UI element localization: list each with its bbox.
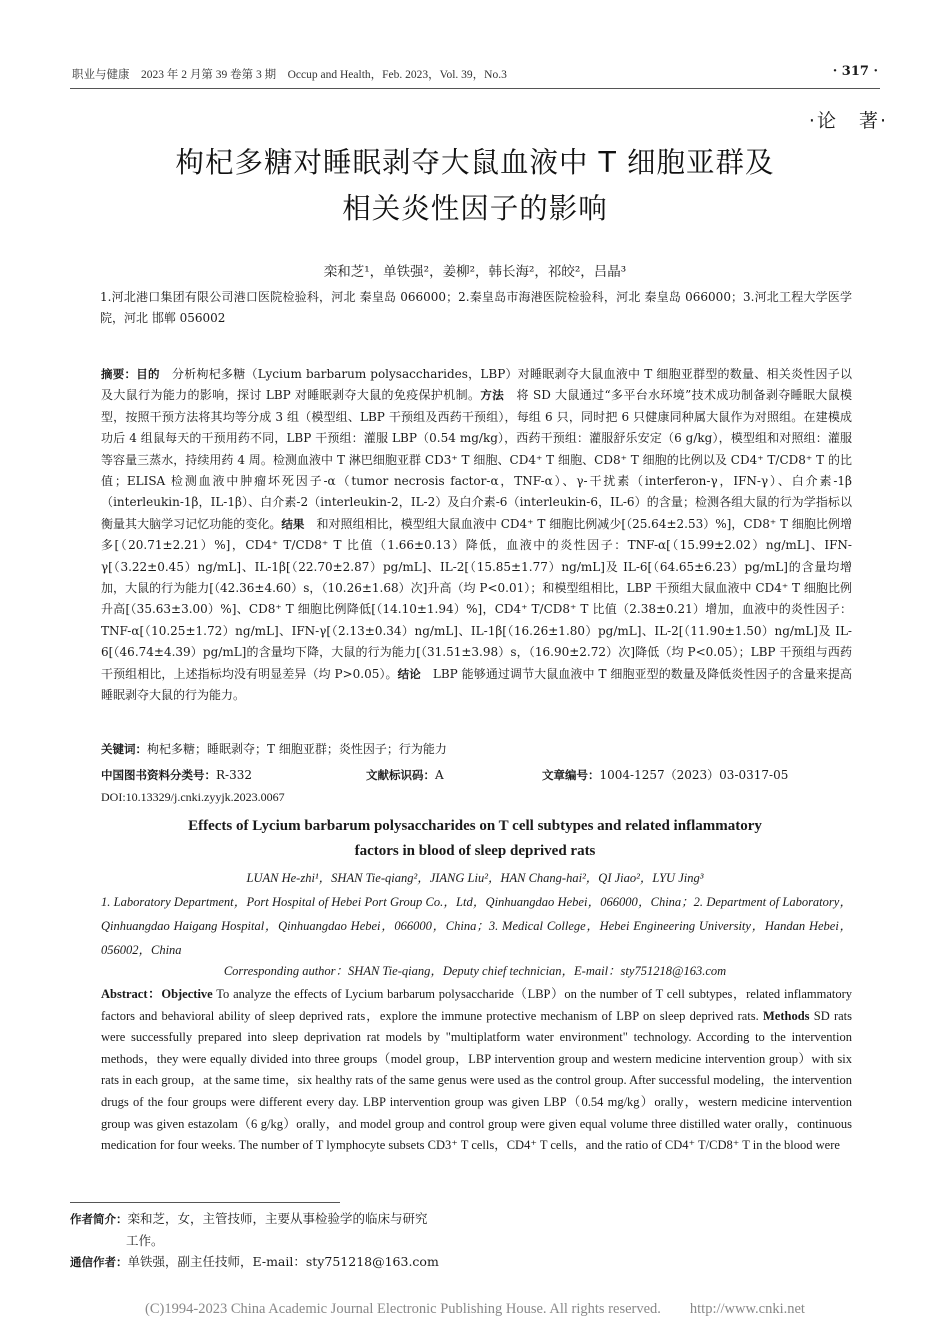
english-objective-label: Objective bbox=[161, 987, 213, 1001]
footnote bbox=[70, 1208, 490, 1273]
abstract-cn bbox=[101, 364, 852, 707]
keywords bbox=[101, 740, 852, 757]
title-line-2: 相关炎性因子的影响 bbox=[342, 192, 608, 225]
author-intro-text: 栾和芝，女，主管技师，主要从事检验学的临床与研究 bbox=[127, 1211, 428, 1226]
affiliations: 1.河北港口集团有限公司港口医院检验科，河北 秦皇岛 066000；2.秦皇岛市海港医院检验科，河北 秦皇岛 066000；3.河北工程大学医学院，河北 邯郸 056002 bbox=[100, 290, 852, 325]
running-header: 职业与健康 2023 年 2 月第 39 卷第 3 期 Occup and Health，Feb. 2023，Vol. 39，No.3 bbox=[72, 69, 507, 81]
author-list: 栾和芝¹，单铁强²，姜柳²，韩长海²，祁皎²，吕晶³ bbox=[323, 264, 627, 280]
title-line-1: 枸杞多糖对睡眠剥夺大鼠血液中 T 细胞亚群及 bbox=[175, 146, 775, 179]
abstract-conclusion: LBP 能够通过调节大鼠血液中 T 细胞亚型的数量及降低炎性因子的含量来提高睡眠剥夺大鼠的行为能力。 bbox=[101, 666, 852, 703]
english-objective: To analyze the effects of Lycium barbarum polysaccharide（LBP）on the number of T cell subtypes，related inflammatory factors and behavioral ability of sleep deprived rats，explore the immune protective mechanism of LBP on sleep deprived rats. bbox=[101, 987, 853, 1023]
english-title-line-1: Effects of Lycium barbarum polysaccharides on T cell subtypes and related inflammatory bbox=[188, 818, 762, 834]
author-intro-continued: 工作。 bbox=[126, 1233, 164, 1248]
doc-code-value: A bbox=[435, 768, 444, 782]
abstract-conclusion-label: 结论 bbox=[397, 666, 421, 681]
english-abstract-label: Abstract： bbox=[101, 987, 162, 1001]
english-abstract bbox=[101, 984, 852, 1157]
clc-label: 中国图书资料分类号： bbox=[101, 768, 216, 782]
english-affiliations: 1. Laboratory Department，Port Hospital of Hebei Port Group Co.，Ltd，Qinhuangdao Hebei，066000，China；2. Department of Laboratory，Qinhuangdao Haigang Hospital，Qinhuangdao Hebei，066000，China；3. Medical College，Hebei Engineering University，Handan Hebei，056002，China bbox=[101, 895, 852, 957]
english-authors: LUAN He-zhi¹，SHAN Tie-qiang²，JIANG Liu²，HAN Chang-hai²，QI Jiao²，LYU Jing³ bbox=[246, 871, 704, 885]
classification-row bbox=[101, 766, 788, 783]
abstract-results: 和对照组相比，模型组大鼠血液中 CD4⁺ T 细胞比例减少[（25.64±2.53）%]，CD8⁺ T 细胞比例增多[（20.71±2.21）%]，CD4⁺ T/CD8⁺ T 比值（1.66±0.13）降低，血液中的炎性因子：TNF-α[（15.99±2.02）ng/mL]、IFN-γ[（3.22±0.45）ng/mL]、IL-1β[（22.70±2.87）pg/mL]、IL-2[（15.85±1.77）ng/mL]及 IL-6[（64.65±6.23）pg/mL]的含量均增加，大鼠的行为能力[（42.36±4.60）s，（10.26±1.68）次]升高（均 P<0.01）；和模型组相比，LBP 干预组大鼠血液中 CD4⁺ T 细胞比例升高[（35.63±3.00）%]、CD8⁺ T 细胞比例降低[（14.10±1.94）%]，CD4⁺ T/CD8⁺ T 比值（2.38±0.21）增加，血液中的炎性因子：TNF-α[（10.25±1.72）ng/mL]、IFN-γ[（2.13±0.34）ng/mL]、IL-1β[（16.26±1.80）pg/mL]、IL-2[（11.90±1.50）ng/mL]及 IL-6[（46.74±4.39）pg/mL]的含量均下降，大鼠的行为能力[（31.51±3.98）s，（16.90±2.72）次]降低（均 P<0.05）；LBP 干预组与西药干预组相比，上述指标均没有明显差异（均 P>0.05）。 bbox=[101, 516, 852, 681]
section-label: ·论 著· bbox=[808, 110, 888, 132]
english-methods-label: Methods bbox=[762, 1008, 810, 1023]
corresponding-label: 通信作者： bbox=[70, 1255, 128, 1269]
footnote-rule bbox=[70, 1202, 340, 1203]
doc-code-label: 文献标识码： bbox=[366, 768, 435, 782]
abstract-objective: 分析枸杞多糖（Lycium barbarum polysaccharides，LBP）对睡眠剥夺大鼠血液中 T 细胞亚群型的数量、相关炎性因子以及大鼠行为能力的影响，探讨 LBP 对睡眠剥夺大鼠的免疫保护机制。 bbox=[101, 367, 853, 403]
paper-title bbox=[100, 140, 850, 232]
keywords-label: 关键词： bbox=[101, 742, 147, 756]
header-rule bbox=[70, 88, 880, 89]
clc-value: R-332 bbox=[216, 768, 252, 782]
abstract-methods: 将 SD 大鼠通过“多平台水环境”技术成功制备剥夺睡眠大鼠模型，按照干预方法将其均等分成 3 组（模型组、LBP 干预组及西药干预组），每组 6 只，同时把 6 只健康同种属大鼠作为对照组。在建模成功后 4 组鼠每天的干预用药不同，LBP 干预组：灌服 LBP（0.54 mg/kg），西药干预组：灌服舒乐安定（6 g/kg），模型组和对照组：灌服等容量三蒸水，持续用药 4 周。检测血液中 T 淋巴细胞亚群 CD3⁺ T 细胞、CD4⁺ T 细胞、CD8⁺ T 细胞的比例以及 CD4⁺ T/CD8⁺ T 的比值；ELISA 检测血液中肿瘤坏死因子-α（tumor necrosis factor-α，TNF-α）、γ-干扰素（interferon-γ，IFN-γ）、白介素-1β（interleukin-1β，IL-1β）、白介素-2（interleukin-2，IL-2）及白介素-6（interleukin-6，IL-6）的含量；检测各组大鼠的行为学指标以衡量其大脑学习记忆功能的变化。 bbox=[101, 388, 853, 531]
article-no-label: 文章编号： bbox=[542, 768, 600, 782]
abstract-objective-label: 摘要：目的 bbox=[101, 367, 160, 381]
english-methods: SD rats were successfully prepared into sleep deprivation rat models by "multiplatform water environment" technology. According to the intervention methods，they were equally divided into three groups（model group，LBP intervention group and western medicine intervention group）with six rats in each group，at the same time，six healthy rats of the same genus were used as the control group. After successful modeling，the intervention drugs of the four groups were different every day. LBP intervention group was given LBP（0.54 mg/kg）orally，western medicine intervention group was given estazolam（6 g/kg）orally，and model group and control group were given equal volume three distilled water orally，continuous medication for four weeks. The number of T lymphocyte subsets CD3⁺ T cells，CD4⁺ T cells，and the ratio of CD4⁺ T/CD8⁺ T in the blood were bbox=[101, 1008, 852, 1153]
corresponding-text: 单铁强，副主任技师，E-mail：sty751218@163.com bbox=[127, 1254, 439, 1269]
page-number: · 317 · bbox=[832, 64, 878, 79]
abstract-methods-label: 方法 bbox=[480, 388, 505, 403]
english-title bbox=[110, 814, 840, 864]
author-intro-label: 作者简介： bbox=[70, 1212, 128, 1226]
abstract-results-label: 结果 bbox=[281, 516, 305, 531]
keywords-text: 枸杞多糖；睡眠剥夺；T 细胞亚群；炎性因子；行为能力 bbox=[147, 742, 447, 756]
english-title-line-2: factors in blood of sleep deprived rats bbox=[354, 843, 596, 859]
corresponding-author: Corresponding author：SHAN Tie-qiang，Deputy chief technician，E-mail：sty751218@163.com bbox=[223, 964, 727, 978]
article-no-value: 1004-1257（2023）03-0317-05 bbox=[599, 768, 789, 782]
doi: DOI:10.13329/j.cnki.zyyjk.2023.0067 bbox=[101, 790, 285, 804]
copyright-watermark: (C)1994-2023 China Academic Journal Electronic Publishing House. All rights reserved. http://www.cnki.net bbox=[145, 1301, 805, 1317]
